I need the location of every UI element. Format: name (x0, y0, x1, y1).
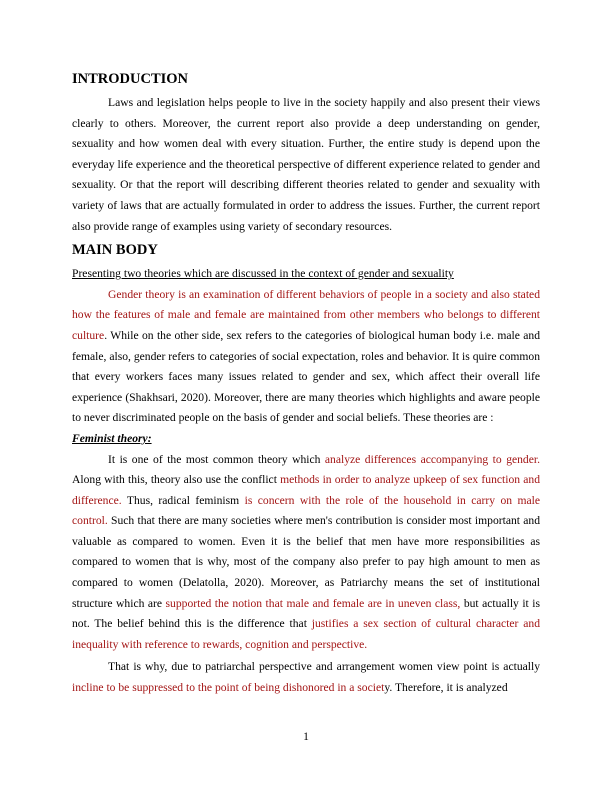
introduction-heading: INTRODUCTION (72, 71, 189, 87)
introduction-paragraph: Laws and legislation helps people to live in the society happily and also present their views clearly to others. Moreover, the current report also provide a deep understanding on gender, sexuality and how women deal with every situation. Further, the entire study is depend upon the everyday life experience and the theoretical perspective of different experience related to gender and sexuality. Or that the report will describing different theories related to gender and sexuality with variety of laws that are actually formulated in order to address the issues. Further, the current report also provide range of examples using variety of secondary resources. (72, 96, 540, 233)
document-page (72, 70, 540, 699)
feminist-highlight-3: is concern with the role of the household in carry on male control. (72, 493, 540, 528)
feminist-text-3: Thus, radical feminism (121, 493, 245, 507)
gender-theory-paragraph (72, 285, 540, 429)
feminist-highlight-2: methods in order to analyze upkeep of sex function and difference. (72, 473, 540, 507)
feminist-text-1: It is one of the most common theory which (108, 452, 325, 466)
main-body-heading: MAIN BODY (72, 242, 158, 259)
gender-theory-highlight: Gender theory is an examination of different behaviors of people in a society and also stated how the features of male and female are maintained from other members who belongs to different culture (72, 287, 540, 342)
feminist-text-2: Along with this, theory also use the conflict (72, 473, 281, 487)
feminist-theory-paragraph (72, 450, 540, 656)
theories-subheading: Presenting two theories which are discussed in the context of gender and sexuality (72, 267, 454, 281)
patriarchy-highlight-1: incline to be suppressed to the point of being dishonored in a societ (72, 681, 385, 695)
page-number: 1 (303, 730, 309, 743)
feminist-highlight-1: analyze differences accompanying to gender. (324, 452, 540, 466)
gender-theory-text: . While on the other side, sex refers to the categories of biological human body i.e. male and female, also, gender refers to categories of social expectation, roles and behavior. It is quire common that every workers faces many issues related to gender and sex, which affect their overall life experience (Shakhsari, 2020). Moreover, there are many theories which highlights and aware people to never discriminated people on the basis of gender and social beliefs. These theories are : (72, 328, 540, 425)
patriarchy-text-1: That is why, due to patriarchal perspective and arrangement women view point is actually (108, 660, 540, 674)
feminist-theory-heading: Feminist theory: (72, 431, 152, 445)
feminist-highlight-5: justifies a sex section of cultural character and inequality with reference to rewards, cognition and perspective. (72, 617, 540, 651)
feminist-text-4: Such that there are many societies where men's contribution is consider most important and valuable as compared to women. Even it is the belief that men have more responsibilities as compared to women that is why, most of the company also prefer to pay high amount to men as compared to women (Delatolla, 2020). Moreover, as Patriarchy means the set of institutional structure which are (72, 514, 540, 610)
patriarchy-text-2: y. Therefore, it is analyzed (384, 681, 508, 695)
feminist-text-5: but actually it is not. The belief behind this is the difference that (72, 596, 541, 631)
patriarchy-paragraph (72, 657, 540, 698)
feminist-highlight-4: supported the notion that male and female are in uneven class, (165, 596, 461, 610)
